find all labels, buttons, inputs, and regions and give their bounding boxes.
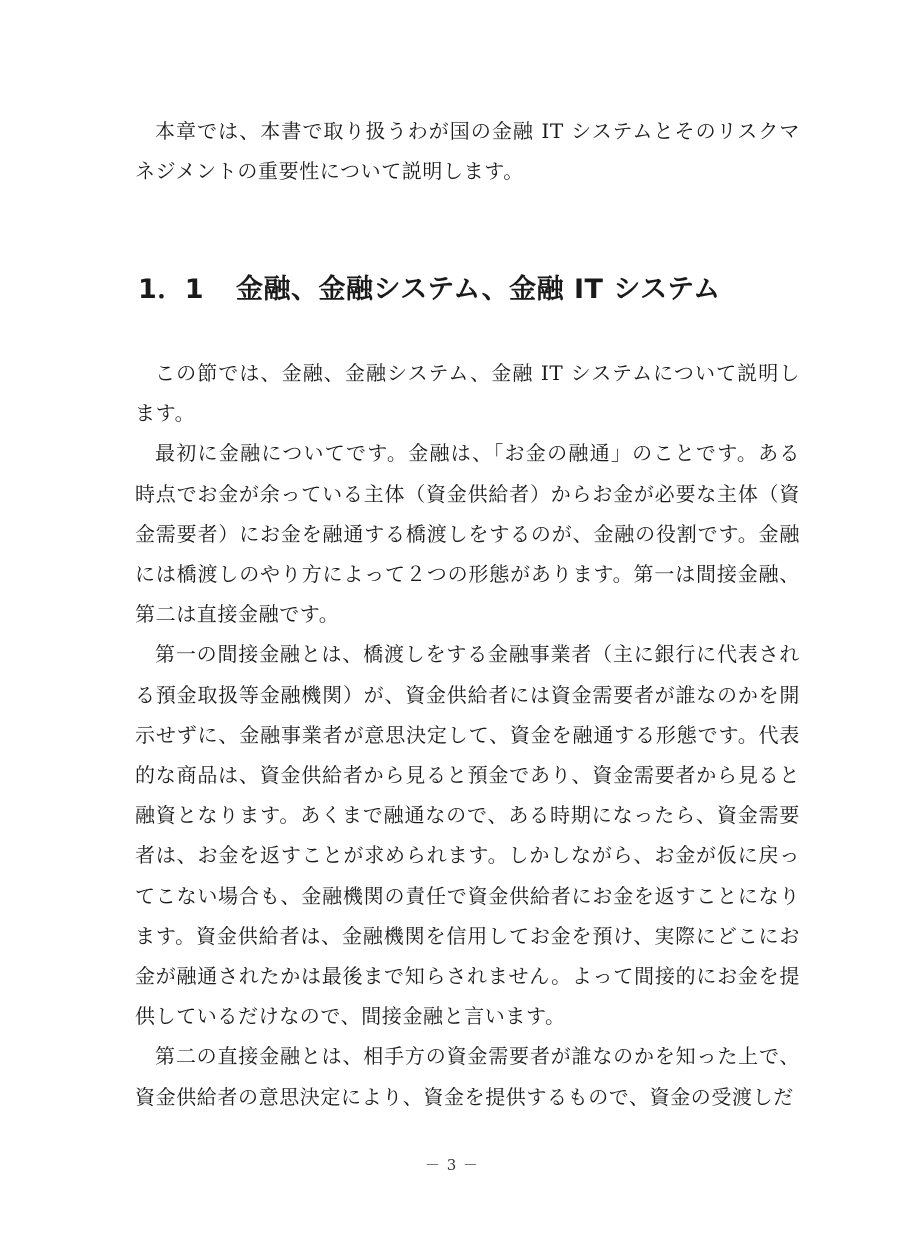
page-number: － 3 － <box>424 1156 480 1174</box>
section-heading <box>138 268 721 312</box>
body-paragraph-3: 第一の間接金融とは、橋渡しをする金融事業者（主に銀行に代表される預金取扱等金融機関）が、資金供給者には資金需要者が誰なのかを開示せずに、金融事業者が意思決定して、資金を融通する形態です。代表的な商品は、資金供給者から見ると預金であり、資金需要者から見ると融資となります。あくまで融通なので、ある時期になったら、資金需要者は、お金を返すことが求められます。しかしながら、お金が仮に戻ってこない場合も、金融機関の責任で資金供給者にお金を返すことになります。資金供給者は、金融機関を信用してお金を預け、実際にどこにお金が融通されたかは最後まで知らされません。よって間接的にお金を提供しているだけなので、間接金融と言います。 <box>135 642 800 1029</box>
body-paragraph-1: この節では、金融、金融システム、金融 IT システムについて説明します。 <box>135 361 800 426</box>
section-body <box>135 353 800 1117</box>
intro-block <box>135 111 800 191</box>
section-title: 金融、金融システム、金融 IT システム <box>236 274 721 305</box>
body-paragraph-4: 第二の直接金融とは、相手方の資金需要者が誰なのかを知った上で、資金供給者の意思決定により、資金を提供するもので、資金の受渡しだ <box>135 1044 800 1109</box>
intro-paragraph: 本章では、本書で取り扱うわが国の金融 IT システムとそのリスクマネジメントの重要性について説明します。 <box>135 119 800 184</box>
body-paragraph-2: 最初に金融についてです。金融は、「お金の融通」のことです。ある時点でお金が余っている主体（資金供給者）からお金が必要な主体（資金需要者）にお金を融通する橋渡しをするのが、金融の役割です。金融には橋渡しのやり方によって２つの形態があります。第一は間接金融、第二は直接金融です。 <box>135 441 800 627</box>
section-number: 1．1 <box>138 274 205 305</box>
